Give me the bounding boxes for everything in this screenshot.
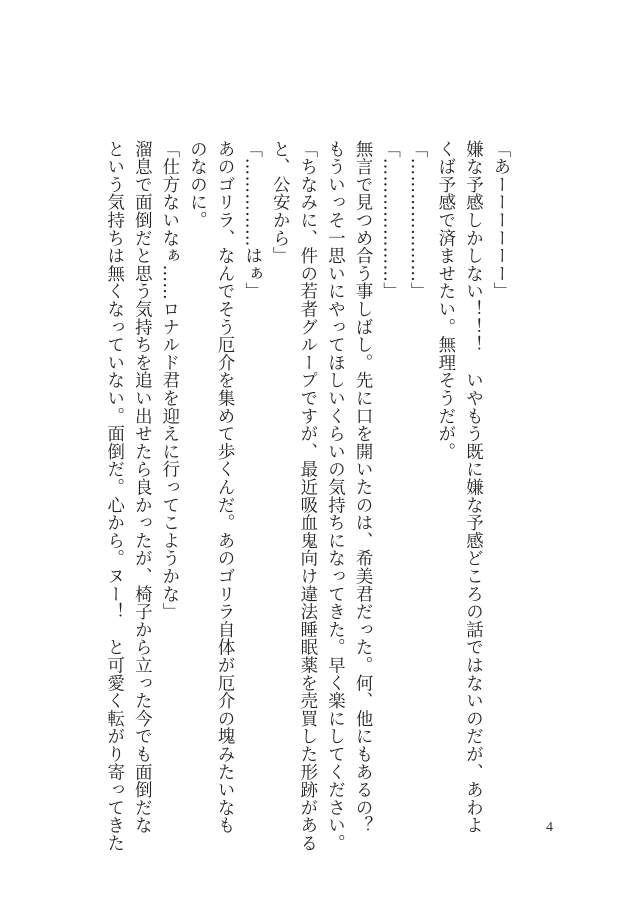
text-line: 「ちなみに、件の若者グループですが、最近吸血鬼向け違法睡眠薬を売買した形跡がある [296,140,317,852]
text-line: もういっそ一思いにやってほしいくらいの気持ちになってきた。早く楽にしてください。 [324,140,345,852]
text-line: 溜息で面倒だと思う気持ちを追い出せたら良かったが、椅子から立った今でも面倒だな [131,140,152,835]
text-line: と、公安から」 [269,140,290,265]
text-line: のなのに。 [186,140,207,229]
text-line: 「仕方ないなぁ……ロナルド君を迎えに行ってこようかな」 [158,140,179,621]
text-line: という気持ちは無くなっていない。面倒だ。心から。ヌー！ と可愛く転がり寄ってきた [103,140,124,852]
text-line: 「…………………」 [379,140,400,301]
body-text [99,140,513,852]
text-line: 無言で見つめ合う事しばし。先に口を開いたのは、希美君だった。何、他にもあるの？ [352,140,373,835]
text-line: 嫌な予感しかしない！！！ いやもう既に嫌な予感どころの話ではないのだが、あわよ [462,140,483,835]
text-line: くば予感で済ませたい。無理そうだが。 [434,140,455,461]
text-line: 「…………………」 [407,140,428,301]
text-line: 「……………はぁ」 [241,140,262,301]
page-number: 4 [546,820,553,835]
text-line: あのゴリラ、なんでそう厄介を集めて歩くんだ。あのゴリラ自体が厄介の塊みたいなも [214,140,235,835]
text-line: 「あーーーーーー」 [490,140,510,301]
